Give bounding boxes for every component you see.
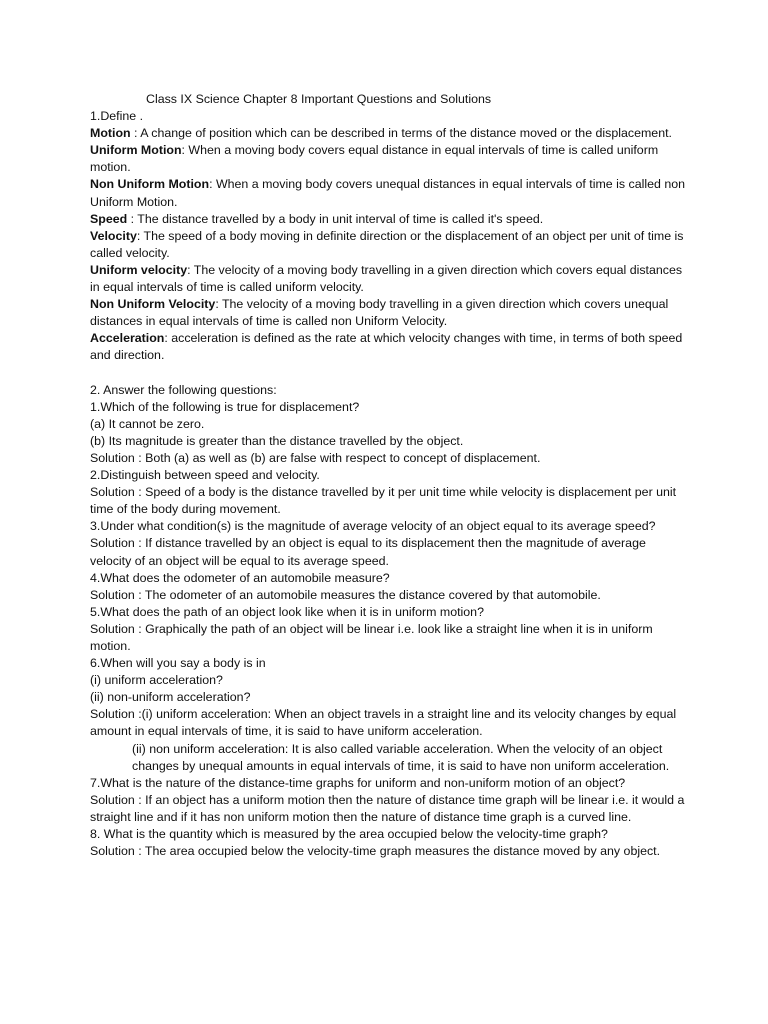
question-1-option-a: (a) It cannot be zero. xyxy=(90,416,205,431)
question-1: 1.Which of the following is true for displacement? xyxy=(90,399,360,414)
question-3: 3.Under what condition(s) is the magnitude of average velocity of an object equal to its average speed? xyxy=(90,519,656,534)
definition-term: Uniform velocity xyxy=(90,262,188,277)
question-6-part-i: (i) uniform acceleration? xyxy=(90,673,223,688)
solution-3: Solution : If distance travelled by an object is equal to its displacement then the magnitude of average velocity of an object will be equal to its average speed. xyxy=(90,536,646,568)
solution-5: Solution : Graphically the path of an object will be linear i.e. look like a straight line when it is in uniform motion. xyxy=(90,621,653,653)
solution-2: Solution : Speed of a body is the distance travelled by it per unit time while velocity is displacement per unit time of the body during movement. xyxy=(90,485,677,517)
definition-velocity xyxy=(90,228,690,262)
definition-term: Speed xyxy=(90,211,128,226)
definition-speed xyxy=(90,211,690,228)
question-5: 5.What does the path of an object look like when it is in uniform motion? xyxy=(90,604,484,619)
definition-motion xyxy=(90,125,690,142)
definition-text: : A change of position which can be described in terms of the distance moved or the displacement. xyxy=(130,126,672,141)
definition-text: : The velocity of a moving body travelling in a given direction which covers unequal distances in equal intervals of time is called non Uniform Velocity. xyxy=(90,297,669,329)
question-7: 7.What is the nature of the distance-time graphs for uniform and non-uniform motion of an object? xyxy=(90,775,626,790)
definition-term: Velocity xyxy=(90,228,137,243)
page-title: Class IX Science Chapter 8 Important Questions and Solutions xyxy=(146,92,492,106)
definition-text: : When a moving body covers unequal distances in equal intervals of time is called non Uniform Motion. xyxy=(90,177,685,209)
definition-term: Acceleration xyxy=(90,331,165,346)
definition-text: : When a moving body covers equal distance in equal intervals of time is called uniform motion. xyxy=(90,143,659,175)
solution-1: Solution : Both (a) as well as (b) are false with respect to concept of displacement. xyxy=(90,450,541,465)
paragraph-gap xyxy=(90,365,690,382)
question-4: 4.What does the odometer of an automobile measure? xyxy=(90,570,390,585)
definition-uniform-motion xyxy=(90,142,690,176)
definition-term: Uniform Motion xyxy=(90,143,182,158)
definition-text: : The velocity of a moving body travelling in a given direction which covers equal distances in equal intervals of time is called uniform velocity. xyxy=(90,262,683,295)
definition-term: Non Uniform Motion xyxy=(90,177,210,192)
question-6: 6.When will you say a body is in xyxy=(90,656,266,671)
solution-7: Solution : If an object has a uniform motion then the nature of distance time graph will be linear i.e. it would a straight line and if it has non uniform motion then the nature of distance time graph is a curved line. xyxy=(90,792,685,824)
definition-term: Motion xyxy=(90,126,131,141)
definition-non-uniform-motion xyxy=(90,176,690,210)
definition-text: : The distance travelled by a body in unit interval of time is called it's speed. xyxy=(127,211,544,226)
solution-6-part-ii: (ii) non uniform acceleration: It is also called variable acceleration. When the velocity of an object changes by unequal amounts in equal intervals of time, it is said to have non uniform acceleration. xyxy=(132,741,670,773)
definition-text: : The speed of a body moving in definite direction or the displacement of an object per unit of time is called velocity. xyxy=(90,228,684,260)
definition-non-uniform-velocity xyxy=(90,296,690,330)
definition-text: : acceleration is defined as the rate at which velocity changes with time, in terms of both speed and direction. xyxy=(90,331,683,363)
question-1-option-b: (b) Its magnitude is greater than the distance travelled by the object. xyxy=(90,433,464,448)
solution-8: Solution : The area occupied below the velocity-time graph measures the distance moved by any object. xyxy=(90,844,661,859)
document-body xyxy=(90,91,690,860)
question-2: 2.Distinguish between speed and velocity. xyxy=(90,468,320,483)
solution-4: Solution : The odometer of an automobile measures the distance covered by that automobile. xyxy=(90,587,601,602)
definition-acceleration xyxy=(90,330,690,364)
question-8: 8. What is the quantity which is measured by the area occupied below the velocity-time graph? xyxy=(90,827,608,842)
definition-term: Non Uniform Velocity xyxy=(90,297,216,312)
definition-uniform-velocity xyxy=(90,262,690,296)
section-heading-questions: 2. Answer the following questions: xyxy=(90,382,277,397)
question-6-part-ii: (ii) non-uniform acceleration? xyxy=(90,690,251,705)
solution-6-part-i: Solution :(i) uniform acceleration: When an object travels in a straight line and its velocity changes by equal amount in equal intervals of time, it is said to have uniform acceleration. xyxy=(90,707,677,739)
section-heading-define: 1.Define . xyxy=(90,109,144,124)
